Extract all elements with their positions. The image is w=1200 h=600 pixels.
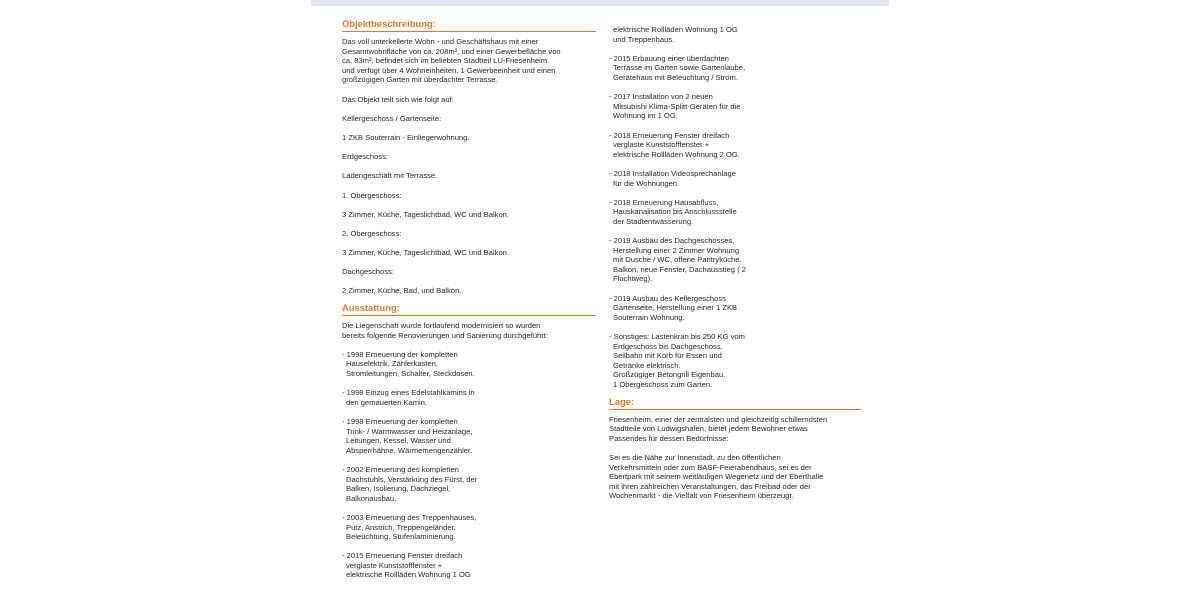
ausstattung-intro — [342, 321, 596, 340]
text-line: Mitsubishi Klima-Splitt-Geräten für die — [613, 101, 741, 111]
text-line: Passendes für dessen Bedürfnisse: — [609, 433, 729, 443]
text-line: Terrasse im Garten sowie Gartenlaube, — [613, 63, 746, 73]
text-line: Das Objekt teilt sich wie folgt auf: — [342, 94, 454, 104]
text-line: verglaste Kunststofffenster + — [346, 560, 443, 570]
left-column — [342, 18, 596, 590]
text-line: Getränke elektrisch. — [613, 360, 681, 370]
text-line: mit ihren zahlreichen Veranstaltungen, das Freibad oder der — [609, 481, 811, 491]
lage-paragraph-2 — [609, 453, 861, 501]
text-line: - 1998 Erneuerung der kompletten — [342, 349, 458, 359]
text-line: - 2018 Erneuerung Fenster dreifach — [609, 130, 730, 140]
list-item — [342, 465, 596, 503]
objektbeschreibung-heading: Objektbeschreibung: — [342, 18, 596, 32]
text-line: Erdgeschoss bis Dachgeschoss. — [613, 341, 723, 351]
text-line: bereits folgende Renovierungen und Sanierung durchgeführt: — [342, 330, 549, 340]
list-item — [342, 513, 596, 542]
text-line: elektrische Rollläden Wohnung 1 OG — [613, 25, 738, 34]
text-line: - 2017 Installation von 2 neuen — [609, 92, 713, 102]
ausstattung-heading: Ausstattung: — [342, 302, 596, 316]
text-line: ca. 83m², befindet sich im beliebten Stadtteil LU-Friesenheim — [342, 56, 548, 66]
text-line: - 1998 Erneuerung der kompletten — [342, 416, 458, 426]
text-line: 3 Zimmer, Küche, Tageslichtbad, WC und Balkon. — [342, 248, 510, 258]
list-item — [609, 92, 861, 121]
text-line: Sei es die Nähe zur Innenstadt, zu den öffentlichen — [609, 452, 781, 462]
objekt-intro — [342, 37, 596, 85]
text-line: Das voll unterkellerte Wohn - und Geschäftshaus mit einer — [342, 37, 539, 46]
text-line: - 1998 Einzug eines Edelstahlkamins in — [342, 388, 475, 398]
text-line: Erdgeschoss: — [342, 152, 389, 162]
list-item — [609, 294, 861, 323]
text-line: Beleuchtung, Stufenlaminierung. — [346, 532, 456, 542]
lage-paragraph-1 — [609, 415, 861, 444]
text-line: Ebertpark mit seinem weitläufigen Wegenetz und der Eberthalle — [609, 472, 824, 482]
text-line: Dachgeschoss: — [342, 267, 394, 277]
text-line: - 2015 Erbauung einer überdachten — [609, 53, 729, 63]
text-line: - 2015 Erneuerung Fenster dreifach — [342, 551, 463, 561]
text-line: Balken, Isolierung, Dachziegel, — [346, 484, 451, 494]
text-line: Gesamtwohnfläche von ca. 208m², und einer Gewerbefläche von — [342, 46, 561, 56]
list-item — [609, 198, 861, 227]
text-line: - 2019 Ausbau des Kellergeschoss — [609, 293, 726, 303]
text-line: Stromleitungen, Schalter, Steckdosen. — [346, 369, 475, 378]
list-item — [609, 236, 861, 284]
list-item — [342, 551, 596, 580]
text-line: elektrische Rollläden Wohnung 1 OG — [346, 570, 471, 580]
text-line: - 2002 Erneuerung des kompletten — [342, 464, 459, 474]
list-item — [609, 54, 861, 83]
text-line: 2. Obergeschoss: — [342, 228, 402, 238]
text-line: Herstellung einer 2 Zimmer Wohnung — [613, 245, 740, 255]
document-page — [311, 6, 889, 600]
text-line: Fluchtweg). — [613, 274, 653, 284]
continuation-item — [609, 25, 861, 44]
text-line: - Sonstiges: Lastenkran bis 250 KG vom — [609, 332, 745, 341]
text-line: Stadtteile von Ludwigshafen, bietet jedem Bewohner etwas — [609, 424, 808, 434]
text-line: Wochenmarkt - die Vielfalt von Friesenheim überzeugt. — [609, 491, 794, 501]
text-line: Leitungen, Kessel, Wasser und — [346, 436, 451, 446]
text-line: elektrische Rollläden Wohnung 2 OG. — [613, 149, 740, 159]
text-line: Hauskanalisation bis Anschlussstelle — [613, 207, 737, 217]
text-line: Gartenseite, Herstellung einer 1 ZKB — [613, 303, 738, 313]
text-line: und verfügt über 4 Wohneinheiten, 1 Gewerbeeinheit und einen — [342, 65, 556, 75]
right-column — [609, 25, 861, 511]
text-line: den gemauerten Kamin. — [346, 397, 428, 407]
text-line: - 2003 Erneuerung des Treppenhauses, — [342, 512, 477, 522]
text-line: Hauselektrik, Zählerkasten, — [346, 359, 439, 369]
text-line: großzügigen Garten mit überdachter Terrasse. — [342, 75, 498, 85]
text-line: Souterrain Wohnung. — [613, 312, 685, 322]
list-item — [342, 388, 596, 407]
text-line: 3 Zimmer, Küche, Tageslichtbad, WC und Balkon. — [342, 209, 510, 219]
text-line: Putz, Anstrich, Treppengeländer, — [346, 522, 456, 532]
text-line: Balkon, neue Fenster, Dachausstieg ( 2 — [613, 264, 746, 274]
text-line: - 2018 Installation Videosprechanlage — [609, 168, 736, 178]
text-line: Ladengeschäft mit Terrasse. — [342, 171, 438, 181]
text-line: Absperrhähne, Wärmemengenzähler. — [346, 445, 473, 455]
text-line: Trink- / Warmwasser und Heizanlage, — [346, 426, 473, 436]
text-line: verglaste Kunststofffenster + — [613, 140, 710, 150]
text-line: 1 Obergeschoss zum Garten. — [613, 379, 713, 389]
text-line: Gerätehaus mit Beleuchtung / Strom. — [613, 72, 738, 82]
text-line: mit Dusche / WC, offene Pantryküche, — [613, 255, 742, 265]
list-item — [609, 332, 861, 390]
list-item — [609, 169, 861, 188]
text-line: für die Wohnungen. — [613, 178, 680, 188]
list-item — [609, 131, 861, 160]
text-line: und Treppenhaus. — [613, 34, 675, 44]
text-line: - 2018 Erneuerung Hausabfluss, — [609, 197, 719, 207]
text-line: Wohnung im 1 OG. — [613, 111, 678, 121]
text-line: Seilbahn mit Korb für Essen und — [613, 351, 722, 361]
text-line: Großzügiger Betongrill Eigenbau. — [613, 370, 726, 380]
lage-heading: Lage: — [609, 396, 861, 410]
text-line: Balkonausbau. — [346, 493, 397, 503]
text-line: 2 Zimmer, Küche, Bad, und Balkon. — [342, 286, 462, 296]
text-line: Dachstuhls, Verstärkung des Fürst, der — [346, 474, 478, 484]
text-line: Kellergeschoss / Gartenseite: — [342, 113, 442, 123]
text-line: Die Liegenschaft wurde fortlaufend modernisiert so wurden — [342, 321, 541, 331]
text-line: der Stadtentwässerung. — [613, 216, 694, 226]
text-line: 1. Obergeschoss: — [342, 190, 402, 200]
list-item — [342, 350, 596, 379]
text-line: Friesenheim, einer der zentralsten und gleichzeitig schillerndsten — [609, 414, 828, 424]
list-item — [342, 417, 596, 455]
text-line: 1 ZKB Souterrain - Einliegerwohnung. — [342, 132, 470, 142]
text-line: Verkehrsmitteln oder zum BASF-Feierabendhaus, sei es der — [609, 462, 812, 472]
text-line: - 2019 Ausbau des Dachgeschosses, — [609, 236, 735, 246]
